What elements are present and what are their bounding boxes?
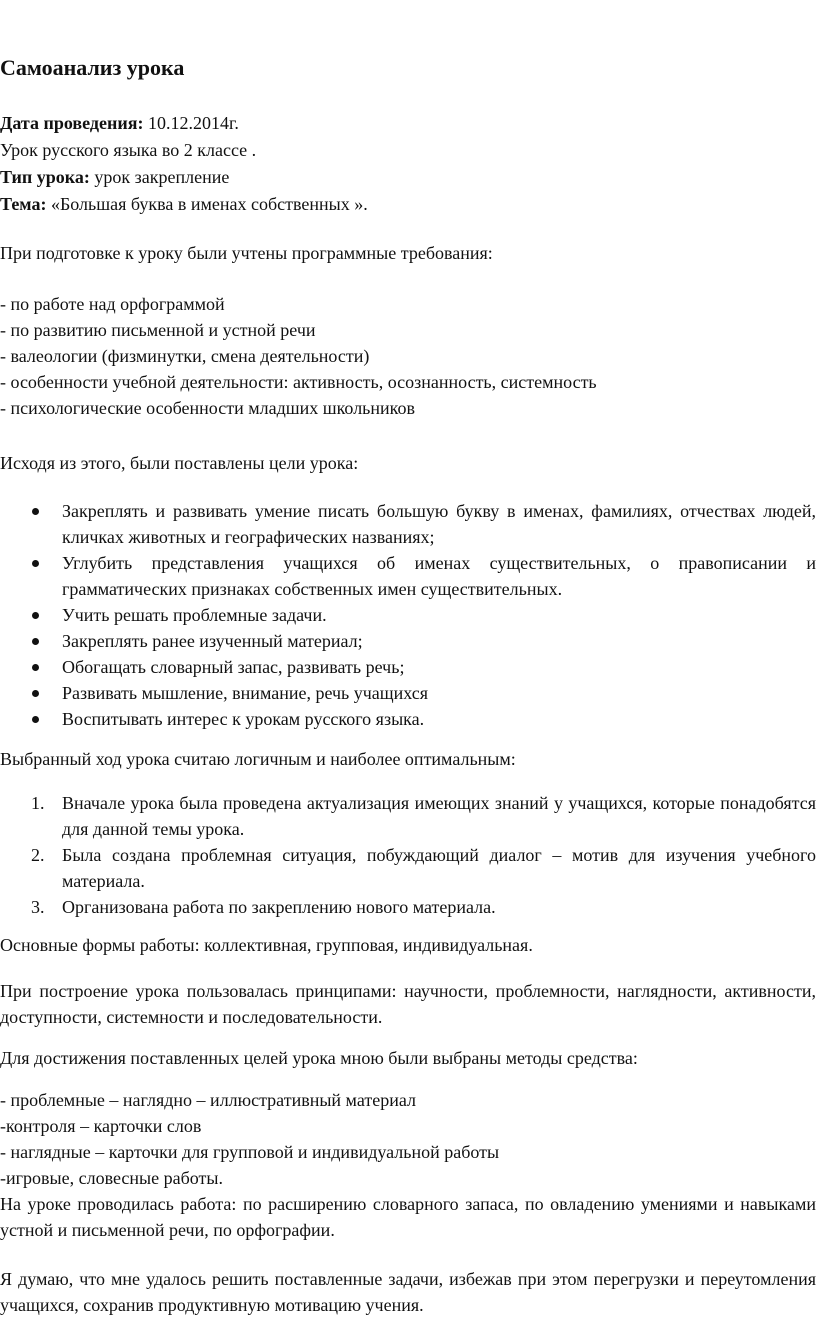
goal-item (0, 654, 816, 680)
requirement-item: - психологические особенности младших школьников (0, 398, 415, 418)
lesson-type-line (0, 164, 816, 190)
course-step (0, 894, 816, 920)
method-item: -игровые, словесные работы. (0, 1168, 223, 1188)
requirement-item: - особенности учебной деятельности: активность, осознанность, системность (0, 372, 597, 392)
bullet-icon (32, 638, 39, 645)
requirement-item: - по развитию письменной и устной речи (0, 320, 316, 340)
bullet-icon (32, 560, 39, 567)
course-steps-list (0, 790, 816, 920)
lesson-type-value: урок закрепление (89, 167, 230, 187)
goal-text: Закреплять ранее изученный материал; (62, 631, 363, 651)
date-line (0, 110, 816, 136)
requirement-item: - валеологии (физминутки, смена деятельности) (0, 346, 370, 366)
requirements-list (0, 291, 816, 421)
goal-text: Развивать мышление, внимание, речь учащихся (62, 683, 429, 703)
topic-label: Тема: (0, 194, 47, 214)
date-value: 10.12.2014г. (143, 113, 239, 133)
goal-text: Закреплять и развивать умение писать большую букву в именах, фамилиях, отчествах людей, кличках животных и географических названиях; (62, 501, 816, 547)
goal-text: Обогащать словарный запас, развивать речь; (62, 657, 405, 677)
step-number: 1. (31, 793, 45, 813)
step-number: 3. (31, 897, 45, 917)
step-text: Вначале урока была проведена актуализация имеющих знаний у учащихся, которые понадобятся для данной темы урока. (62, 793, 816, 839)
document-title: Самоанализ урока (0, 55, 185, 80)
goal-text: Углубить представления учащихся об именах существительных, о правописании и грамматических признаках собственных имен существительных. (62, 553, 816, 599)
date-label: Дата проведения: (0, 113, 144, 133)
topic-line (0, 191, 816, 217)
methods-intro: Для достижения поставленных целей урока мною были выбраны методы средства: (0, 1048, 638, 1068)
goal-item (0, 602, 816, 628)
conclusion: Я думаю, что мне удалось решить поставленные задачи, избежав при этом перегрузки и переутомления учащихся, сохранив продуктивную мотивацию учения. (0, 1269, 816, 1315)
requirements-intro: При подготовке к уроку были учтены программные требования: (0, 243, 493, 263)
goal-text: Учить решать проблемные задачи. (62, 605, 327, 625)
goals-intro: Исходя из этого, были поставлены цели урока: (0, 453, 359, 473)
work-forms: Основные формы работы: коллективная, групповая, индивидуальная. (0, 935, 533, 955)
goals-list (0, 498, 816, 732)
bullet-icon (32, 612, 39, 619)
lesson-line: Урок русского языка во 2 классе . (0, 140, 257, 160)
method-item: - проблемные – наглядно – иллюстративный материал (0, 1090, 416, 1110)
lesson-type-label: Тип урока: (0, 167, 90, 187)
bullet-icon (32, 664, 39, 671)
goal-item (0, 498, 816, 550)
method-item: - наглядные – карточки для групповой и индивидуальной работы (0, 1142, 500, 1162)
goal-item (0, 706, 816, 732)
principles: При построение урока пользовалась принципами: научности, проблемности, наглядности, активности, доступности, системности и последовательности. (0, 981, 816, 1027)
step-text: Организована работа по закреплению нового материала. (62, 897, 496, 917)
goal-item (0, 680, 816, 706)
step-number: 2. (31, 845, 45, 865)
methods-list (0, 1087, 816, 1191)
course-step (0, 842, 816, 894)
goal-item (0, 550, 816, 602)
goal-item (0, 628, 816, 654)
requirement-item: - по работе над орфограммой (0, 294, 225, 314)
bullet-icon (32, 508, 39, 515)
goal-text: Воспитывать интерес к урокам русского языка. (62, 709, 425, 729)
bullet-icon (32, 690, 39, 697)
step-text: Была создана проблемная ситуация, побуждающий диалог – мотив для изучения учебного материала. (62, 845, 816, 891)
topic-value: «Большая буква в именах собственных ». (46, 194, 368, 214)
bullet-icon (32, 716, 39, 723)
method-item: -контроля – карточки слов (0, 1116, 202, 1136)
work-done: На уроке проводилась работа: по расширению словарного запаса, по овладению умениями и навыками устной и письменной речи, по орфографии. (0, 1194, 816, 1240)
course-intro: Выбранный ход урока считаю логичным и наиболее оптимальным: (0, 749, 516, 769)
course-step (0, 790, 816, 842)
